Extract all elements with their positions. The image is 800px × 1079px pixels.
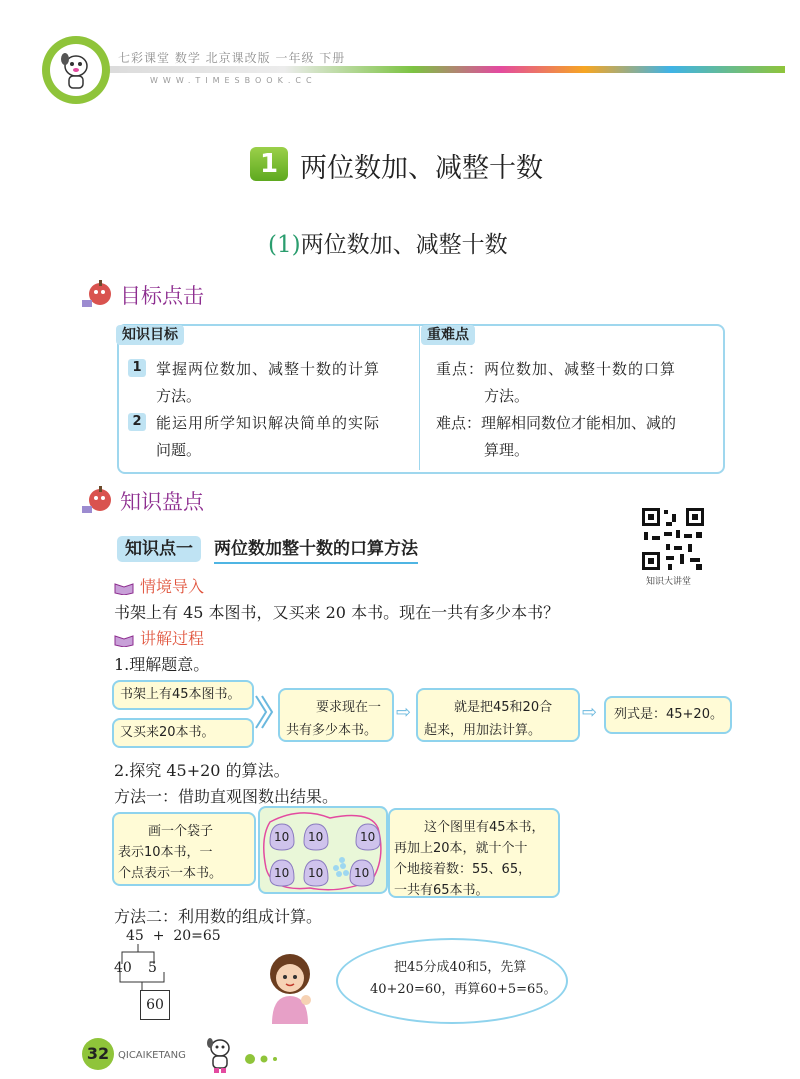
flow-box-question-line1: 要求现在一 [316, 700, 382, 715]
bag-label: 10 [360, 830, 376, 844]
flow-box-question [278, 688, 394, 742]
apple-character-icon [80, 278, 116, 308]
page-number: 32 [86, 1044, 110, 1063]
key-point-line2: 方法。 [484, 387, 530, 405]
goals-divider [419, 326, 420, 470]
step-1-text: 1.理解题意。 [114, 655, 210, 674]
flow-box-addition-line1: 就是把45和20合 [454, 700, 553, 715]
arrow-right-icon: ⇨ [582, 702, 598, 723]
mascot-icon [50, 44, 102, 96]
bags-illustration [258, 806, 388, 894]
cloud-line2: 40+20=60，再算60+5=65。 [370, 982, 557, 997]
scene-problem-text: 书架上有 45 本图书，又买来 20 本书。现在一共有多少本书？ [114, 603, 560, 622]
goal-1-line1: 掌握两位数加、减整十数的计算 [156, 360, 381, 378]
bag-label: 10 [274, 866, 290, 880]
flow-box-question-line2: 共有多少本书。 [286, 723, 378, 738]
method-1-explain-box [112, 812, 256, 886]
goal-2-line1: 能运用所学知识解决简单的实际 [156, 414, 381, 432]
bracket-arrow-icon [254, 694, 276, 734]
process-heading: 讲解过程 [140, 629, 205, 648]
flow-box-books-on-shelf: 书架上有45本图书。 [112, 680, 254, 710]
review-heading: 知识盘点 [120, 490, 204, 514]
goal-1-line2: 方法。 [156, 387, 202, 405]
m1-right-line4: 一共有65本书。 [394, 883, 489, 898]
section-title-text: 两位数加、减整十数 [300, 232, 508, 258]
section-number: (1) [268, 232, 301, 258]
goals-heading: 目标点击 [120, 284, 204, 308]
m1-right-line3: 个地接着数：55、65， [394, 862, 532, 877]
step-2-text: 2.探究 45+20 的算法。 [114, 761, 290, 780]
book-icon [114, 580, 134, 594]
goal-2-number: 2 [128, 413, 146, 431]
book-icon [114, 632, 134, 646]
publisher-url: WWW.TIMESBOOK.CC [150, 76, 317, 85]
footer-brand: QICAIKETANG [118, 1050, 186, 1061]
split-part-5: 5 [148, 960, 157, 976]
key-point-line1: 重点：两位数加、减整十数的口算 [436, 360, 677, 378]
m1-right-line2: 再加上20本，就十个十 [394, 841, 528, 856]
qr-label: 知识大讲堂 [646, 577, 692, 587]
flow-box-equation: 列式是：45+20。 [604, 696, 732, 734]
flow-box-bought-books: 又买来20本书。 [112, 718, 254, 748]
header-color-bar [70, 66, 785, 73]
qr-code-icon[interactable] [640, 506, 706, 572]
bag-label: 10 [308, 830, 324, 844]
m1-right-line1: 这个图里有45本书， [424, 820, 545, 835]
method-2-text: 方法二：利用数的组成计算。 [114, 907, 323, 926]
method-1-text: 方法一：借助直观图数出结果。 [114, 787, 339, 806]
footer-dots [244, 1050, 280, 1069]
cloud-line1: 把45分成40和5，先算 [394, 960, 527, 975]
equation-text: 45 + 20=65 [126, 928, 221, 944]
knowledge-point-title: 两位数加整十数的口算方法 [214, 536, 418, 564]
difficult-point-line2: 算理。 [484, 441, 530, 459]
flow-box-addition [416, 688, 580, 742]
goal-2-line2: 问题。 [156, 441, 202, 459]
bag-label: 10 [274, 830, 290, 844]
key-difficult-tag: 重难点 [421, 325, 475, 345]
girl-character-icon [262, 950, 322, 1030]
m1-left-line1: 画一个袋子 [148, 824, 214, 839]
knowledge-point-tag: 知识点一 [117, 536, 201, 562]
knowledge-goal-tag: 知识目标 [116, 325, 184, 345]
series-title: 七彩课堂 数学 北京课改版 一年级 下册 [118, 51, 346, 65]
method-1-result-box [388, 808, 560, 898]
apple-character-icon [80, 484, 116, 514]
bag-label: 10 [354, 866, 370, 880]
chapter-title: 两位数加、减整十数 [300, 153, 543, 184]
section-title [268, 226, 508, 259]
goal-1-number: 1 [128, 359, 146, 377]
mascot-icon [200, 1034, 240, 1078]
bag-label: 10 [308, 866, 324, 880]
goals-box [117, 324, 725, 474]
m1-left-line2: 表示10本书，一 [118, 845, 213, 860]
scene-intro-heading: 情境导入 [140, 577, 205, 596]
flow-box-addition-line2: 起来，用加法计算。 [424, 723, 542, 738]
m1-left-line3: 个点表示一本书。 [118, 866, 223, 881]
arrow-right-icon: ⇨ [396, 702, 412, 723]
split-part-40: 40 [114, 960, 132, 976]
sum-box: 60 [140, 990, 170, 1020]
chapter-number-badge: 1 [250, 147, 288, 181]
difficult-point-line1: 难点：理解相同数位才能相加、减的 [436, 414, 677, 432]
